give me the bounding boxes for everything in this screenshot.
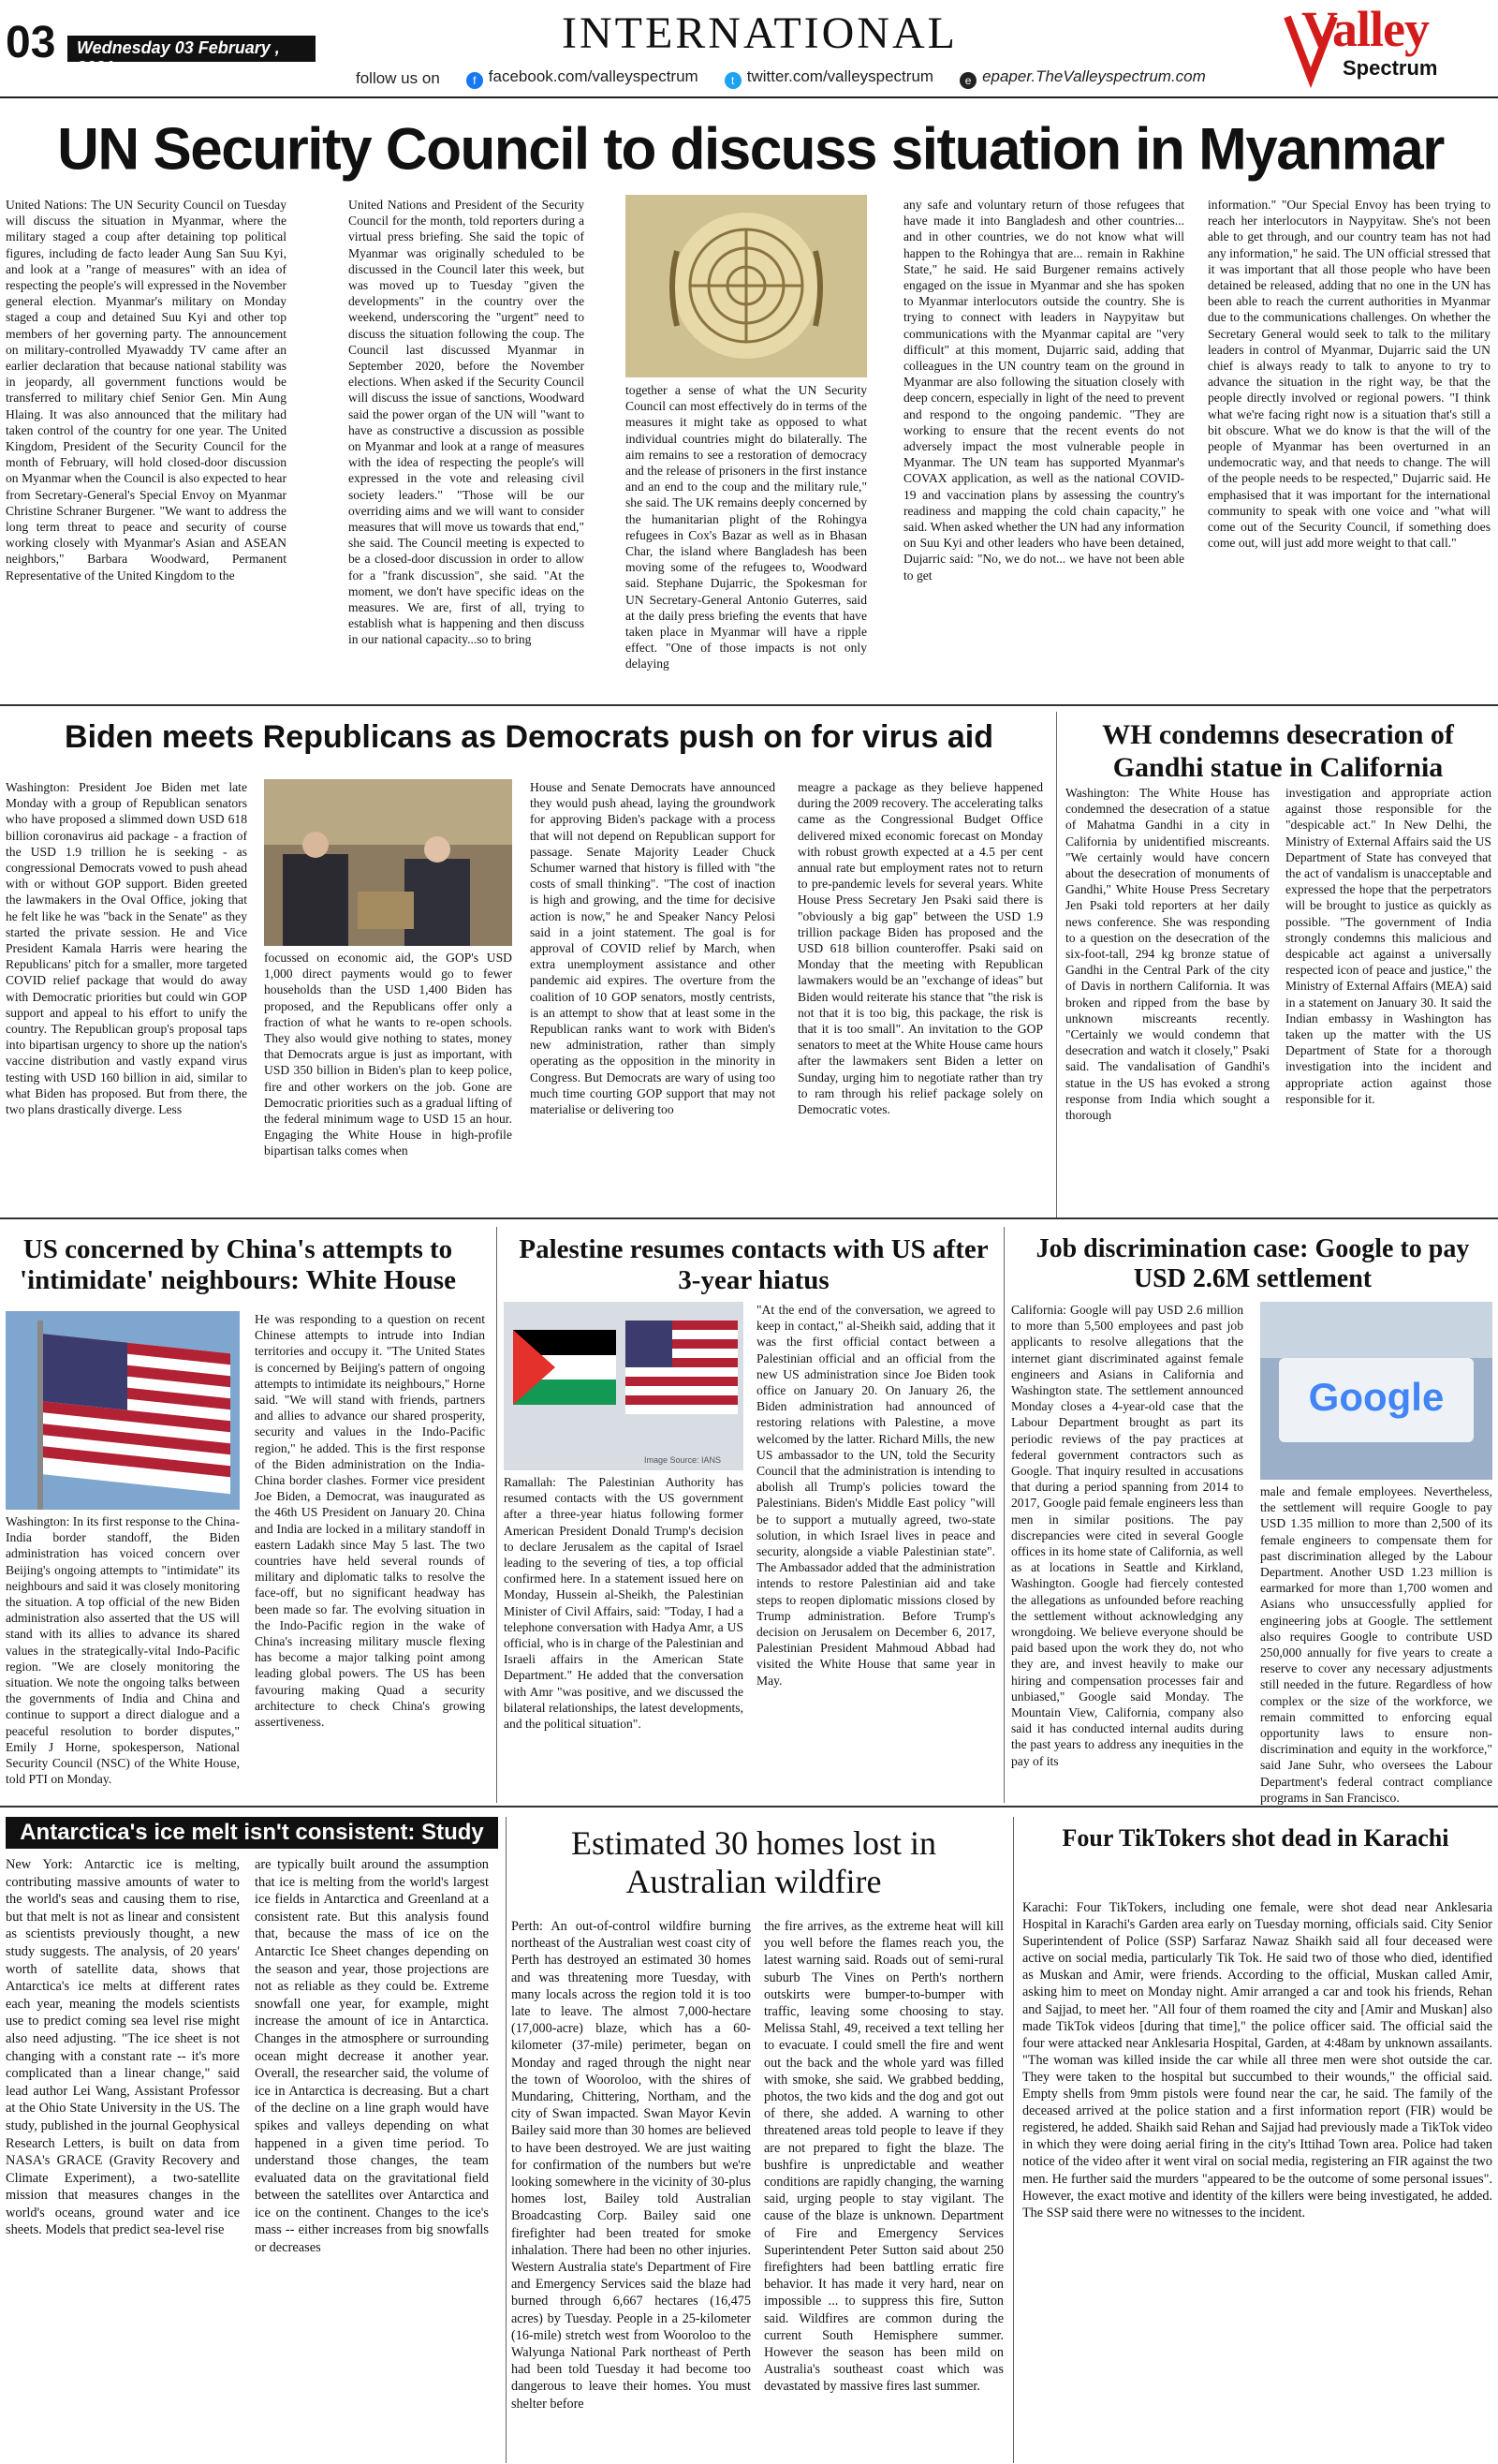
epaper-link[interactable]: e epaper.TheValleyspectrum.com [960, 67, 1206, 89]
palestine-headline: Palestine resumes contacts with US after 3-year hiatus [519, 1234, 989, 1296]
wildfire-headline: Estimated 30 homes lost in Australian wildfire [571, 1824, 936, 1901]
facebook-icon: f [466, 72, 483, 89]
google-column-1: California: Google will pay USD 2.6 million to more than 5,500 employees and past job applicants to resolve allegations that the internet giant discriminated against female engineers and Asians in California and Washington state. The settlement announced Monday closes a 4-year-old case that the Labour Department brought as part its periodic reviews of the pay practices at federal government contractors such as Google. That inquiry resulted in accusations that during a period spanning from 2014 to 2017, Google paid female engineers less than men in similar positions. The pay discrepancies were cited in several Google offices in its home state of California, as well as at locations in Seattle and Kirkland, Washington. Google had fiercely contested the allegations as unfounded before reaching the settlement without acknowledging any wrongdoing. We believe everyone should be paid based upon the work they do, not who they are, and invest heavily to make our hiring and compensation processes fair and unbiased," Google said Monday. The Mountain View, California, company also said it has conducted internal audits during the past years to address any inequities in the pay of its [1011, 1303, 1243, 1768]
divider [0, 1806, 1498, 1807]
un-column-2: United Nations and President of the Security Council for the month, told reporters during a virtual press briefing. She said the topic of Myanmar was originally scheduled to be discussed in the Council later this week, but was moved up to Tuesday "given the developments" in the country over the weekend, underscoring the "urgent" need to discuss the situation following the coup. The Council last discussed Myanmar in September 2020, before the November elections. When asked if the Security Council will discuss the issue of sanctions, Woodward said the power organ of the UN will "want to have as constructive a discussion as possible on Myanmar and look at a range of measures with the idea of respecting the people's will expressed in the vote and releasing civil society leaders." "Those will be our overriding aims and we will want to consider measures that will move us towards that end," she said. The Council meeting is expected to be a closed-door discussion in order to allow for a "frank discussion", she said. "At the moment, we don't have specific ideas on the measures. We are, first of all, trying to establish what is happening and then discuss in our national capacity...so to bring [348, 198, 584, 647]
biden-column-3: House and Senate Democrats have announced they would push ahead, laying the groundwork for approving Biden's package with a process that will not depend on Republican support for passage. Senate Majority Leader Chuck Schumer warned that history is filled with "the costs of small thinking". "The cost of inaction is high and growing, and the time for decisive action is now," he and Speaker Nancy Pelosi said in a joint statement. The goal is for approval of COVID relief by March, when extra unemployment assistance and other pandemic aid expires. The overture from the coalition of 10 GOP senators, mostly centrists, is an attempt to show that at least some in the Republican ranks want to work with Biden's new administration, rather than simply operating as the opposition in the minority in Congress. But Democrats are wary of using too much time courting GOP support that may not materialise or delivering too [530, 780, 775, 1117]
social-links [356, 67, 1206, 89]
antarctica-column-1: New York: Antarctic ice is melting, contributing massive amounts of water to the world's seas and causing them to rise, but that melt is not as linear and consistent as scientists previously thought, a new study suggests. The analysis, of 20 years' worth of satellite data, shows that Antarctica's ice melts at different rates each year, meaning the models scientists use to predict coming sea level rise might also need adjusting. "The ice sheet is not changing with a constant rate -- it's more complicated than a linear change," said lead author Lei Wang, Assistant Professor at the Ohio State University in the US. The study, published in the journal Geophysical Research Letters, is built on data from NASA's GRACE (Gravity Recovery and Climate Experiment), a two-satellite mission that measures changes in the world's oceans, ground water and ice sheets. Models that predict sea-level rise [6, 1857, 240, 2238]
un-emblem-photo [625, 195, 867, 377]
antarctica-column-2: are typically built around the assumption that ice is melting from the world's largest ice fields in Antarctica and Greenland at a consistent rate. But this analysis found that, because the mass of ice on the Antarctic Ice Sheet changes depending on the season and year, those projections are not as reliable as they could be. Extreme snowfall one year, for example, might increase the amount of ice in Antarctica. Changes in the atmosphere or surrounding ocean might decrease it another year. Overall, the researcher said, the volume of ice in Antarctica is decreasing. But a chart of the decline on a line graph would have spikes and valleys depending on what happened in a given time period. To understand those changes, the team evaluated data on the gravitational field between the satellites over Antarctica and ice on the continent. Changes to the ice's mass -- either increases from big snowfalls or decreases [255, 1857, 489, 2256]
twitter-icon: t [725, 72, 742, 89]
tiktok-headline: Four TikTokers shot dead in Karachi [1062, 1824, 1449, 1852]
google-logo-text: Google [1308, 1375, 1445, 1419]
oval-office-photo-icon [264, 779, 512, 946]
divider [1004, 1227, 1005, 1803]
facebook-link[interactable]: f facebook.com/valleyspectrum [466, 67, 698, 89]
section-title: INTERNATIONAL [562, 8, 958, 58]
us-flag-icon [6, 1311, 240, 1510]
flags-photo [504, 1302, 743, 1470]
biden-column-2: focussed on economic aid, the GOP's USD 1,000 direct payments would go to fewer households than the USD 1,400 Biden has proposed, and the Republicans offer only a fraction of what he wants to re-open schools. They also would give nothing to states, money that Democrats argue is just as important, with USD 350 billion in Biden's plan to keep police, fire and other workers on the job. Gone are Democratic priorities such as a gradual lifting of the federal minimum wage to USD 15 an hour. Engaging the White House in high-profile bipartisan talks comes when [264, 951, 512, 1158]
divider [496, 1227, 497, 1803]
biden-photo [264, 779, 512, 946]
un-headline: UN Security Council to discuss situation in Myanmar [57, 116, 1444, 183]
wildfire-column-1: Perth: An out-of-control wildfire burning northeast of the Australian west coast city of Perth has destroyed an estimated 30 homes and was threatening more Tuesday, with many locals across the region told it is too late to leave. The almost 7,000-hectare (17,000-acre) blaze, which has a 60-kilometer (37-mile) perimeter, began on Monday and raged through the night near the town of Wooroloo, with the shires of Mundaring, Chittering, Northam, and the city of Swan impacted. Swan Mayor Kevin Bailey said more than 30 homes are believed to have been destroyed. We are just waiting for confirmation of the numbers but we're looking somewhere in the vicinity of 30-plus homes lost, Bailey told Australian Broadcasting Corp. Bailey said one firefighter had been treated for smoke inhalation. There had been no other injuries. Western Australia state's Department of Fire and Emergency Services said the blaze had burned through 6,667 hectares (16,475 acres) by Tuesday. People in a 25-kilometer (16-mile) stretch west from Wooroloo to the Walyunga National Park northeast of Perth had been told Tuesday it had become too dangerous to leave their homes. You must shelter before [511, 1919, 751, 2412]
divider [0, 704, 1498, 706]
antarctica-headline: Antarctica's ice melt isn't consistent: Study [6, 1817, 498, 1849]
china-column-1: Washington: In its first response to the China-India border standoff, the Biden administration has voiced concern over Beijing's ongoing attempts to "intimidate" its neighbours and said it was closely monitoring the situation. A top official of the new Biden administration also asserted that the US will stand with its allies to advance its shared values in the strategically-vital Indo-Pacific region. "We are closely monitoring the situation. We note the ongoing talks between the governments of India and China and continue to support a direct dialogue and a peaceful resolution to border disputes," Emily J Horne, spokesperson, National Security Council (NSC) of the White House, told PTI on Monday. [6, 1514, 240, 1787]
twitter-link[interactable]: t twitter.com/valleyspectrum [725, 67, 933, 89]
gandhi-column-1: Washington: The White House has condemned the desecration of a statue of Mahatma Gandhi in a city in California by unidentified miscreants. "We certainly would have concern about the desecration of monuments of Gandhi," White House Press Secretary Jen Psaki told reporters at her daily news conference. She was responding to a question on the desecration of the six-foot-tall, 294 kg bronze statue of Gandhi in the Central Park of the city of Davis in northern California. It was broken and ripped from the base by unknown miscreants recently. "Certainly we would condemn that desecration and watch it closely," Psaki said. The vandalisation of Gandhi's statue in the US has evoked a strong response from India which sought a thorough [1065, 786, 1270, 1123]
un-column-1: United Nations: The UN Security Council on Tuesday will discuss the situation in Myanmar, where the military staged a coup after detaining top political figures, including de facto leader Aung San Suu Kyi, and look at a "range of measures" with an idea of respecting the people's will expressed in the November general election. Myanmar's military on Monday staged a coup and detained Suu Kyi and other top members of her governing party. The announcement on military-controlled Myawaddy TV came after an earlier declaration that because national stability was in jeopardy, all government functions would be transferred to military chief Senior Gen. Min Aung Hlaing. It was also announced that the military had taken control of the country for one year. The United Kingdom, President of the Security Council for the month of February, will hold closed-door discussion on Myanmar when the Council is also expected to hear from Secretary-General's Special Envoy on Myanmar Christine Schraner Burgener. "We want to address the long term threat to peace and security of course working closely with Myanmar's Asian and ASEAN neighbors," Barbara Woodward, Permanent Representative of the United Kingdom to the [6, 198, 286, 583]
divider [1013, 1817, 1014, 2463]
google-logo-photo [1260, 1302, 1492, 1480]
follow-label: follow us on [356, 68, 440, 87]
wildfire-column-2: the fire arrives, as the extreme heat will kill you well before the flames reach you, the latest warning said. Roads out of semi-rural suburb The Vines on Perth's northern outskirts were bumper-to-bumper with traffic, leaving some choosing to stay. Melissa Stahl, 49, received a text telling her to evacuate. I could smell the fire and went out the back and the whole yard was filled with smoke, she said. We grabbed bedding, photos, the two kids and the dog and got out of there, she added. A warning to other threatened areas told people to leave if they are not prepared to fight the blaze. The bushfire is unpredictable and weather conditions are rapidly changing, the warning said, urging people to stay vigilant. The cause of the blaze is unknown. Department of Fire and Emergency Services Superintendent Peter Sutton said about 250 firefighters had been battling erratic fire behavior. It has made it very hard, near on impossible ... to suppress this fire, Sutton said. Wildfires are common during the current South Hemisphere summer. However the season has been mild on Australia's southeast coast which was devastated by massive fires last summer. [764, 1919, 1004, 2395]
gandhi-headline: WH condemns desecration of Gandhi statue in California [1102, 719, 1454, 783]
un-column-5: information." "Our Special Envoy has been trying to reach her interlocutors in Naypyitaw. She's not been able to get through, and our country team has not had any information," he said. The UN official stressed that it was important that all those people who have been detained be released, adding that no one in the UN has been able to reach the current authorities in Myanmar due to the communications challenges. On whether the Secretary General would seek to talk to the military leaders in control of Myanmar, Dujarric said the UN chief is always ready to talk to anyone to try to advance the situation in the right way, be that the people directly involved or regional powers. "I think what we're facing right now is a situation that's still a bit obscure. What we do know is that the will of the people of Myanmar has been overturned in an undemocratic way, and that needs to change. The will of the people needs to be respected," Dujarric said. He emphasised that it was important for the international community to speak with one voice and "what will come out of the Security Council, if something does come out, will just add more weight to that call." [1208, 198, 1491, 551]
epaper-icon: e [960, 72, 977, 89]
palestine-column-1: Ramallah: The Palestinian Authority has resumed contacts with the US government after a three-year hiatus following former American President Donald Trump's decision to declare Jerusalem as the capital of Israel leading to the severing of ties, a top official confirmed here. In a statement issued here on Monday, Hussein al-Sheikh, the Palestinian Minister of Civil Affairs, said: "Today, I had a telephone conversation with Hadya Amr, a US official, who is in charge of the Palestinian and Israeli affairs in the American State Department." He added that the conversation with Amr "was positive, and we discussed the bilateral relationships, the latest developments, and the political situation". [504, 1475, 743, 1732]
tiktok-column-1: Karachi: Four TikTokers, including one female, were shot dead near Anklesaria Hospital in Karachi's Garden area early on Tuesday morning, officials said. City Senior Superintendent of Police (SSP) Sarfaraz Nawaz Shaikh said all four deceased were active on social media, particularly Tik Tok. He said two of those who died, identified as Muskan and Amir, were friends. According to the official, Muskan called Amir, asking him to meet on Monday night. Amir arranged a car and took his friends, Rehan and Sajjad, to meet her. "All four of them roamed the city and [Amir and Muskan] also made TikTok videos [during that time]," the police officer said. The official said the four were attacked near Anklesaria Hospital, Garden, at 4:48am by unknown assailants. "The woman was killed inside the car while all three men were shot outside the car. They were taken to the hospital but succumbed to their wounds," the official said. Empty shells from 9mm pistols were found near the car, he said. The family of the deceased arrived at the police station and a first information report (FIR) would be registered, he added. Shaikh said Rehan and Sajjad had previously made a TikTok video in which they were doing aerial firing in the city's Ittihad Town area. Police had taken notice of the video after it went viral on social media, registering an FIR against the two men. He further said the murders "appeared to be the outcome of some personal issues". However, the exact motive and identity of the killers were being investigated, he added. The SSP said there were no witnesses to the incident. [1022, 1900, 1492, 2221]
un-column-3: together a sense of what the UN Security Council can most effectively do in terms of the measures it might take as opposed to what individual countries might do bilaterally. The aim remains to see a restoration of democracy and the release of prisoners in the first instance and an end to the coup and the military rule," she said. The UK remains deeply concerned by the humanitarian plight of the Rohingya refugees in Cox's Bazar as well as in Bhasan Char, the island where Bangladesh has been moving some of the refugees to, Woodward said. Stephane Dujarric, the Spokesman for UN Secretary-General Antonio Guterres, said at the daily press briefing the events that have taken place in Myanmar will have a ripple effect. "One of those impacts is not only delaying [625, 383, 867, 671]
un-emblem-icon [625, 195, 867, 377]
china-headline: US concerned by China's attempts to 'intimidate' neighbours: White House [20, 1234, 456, 1296]
masthead [0, 0, 1498, 98]
palestine-column-2: "At the end of the conversation, we agreed to keep in contact," al-Sheikh said, adding that it was the first official contact between a Palestinian official and an official from the new US administration since Joe Biden took office on January 20. On January 26, the Biden administration had announced of restoring relations with Palestine, a move welcomed by the latter. Richard Mills, the new US ambassador to the UN, told the Security Council that the administration is intending to abolish all Trump's policies toward the Palestinians. Biden's Middle East policy "will be to support a mutually agreed, two-state solution, in which Israel lives in peace and security, alongside a viable Palestinian state". The Ambassador added that the administration intends to restore Palestinian aid and take steps to reopen diplomatic missions closed by Trump administration. Before Trump's decision on Jerusalem on December 6, 2017, Palestinian President Mahmoud Abbad had visited the White House that same year in May. [756, 1303, 995, 1688]
google-headline: Job discrimination case: Google to pay USD 2.6M settlement [1035, 1234, 1470, 1294]
divider [0, 1217, 1498, 1219]
china-column-2: He was responding to a question on recent Chinese attempts to intrude into Indian territories and occupy it. "The United States is concerned by Beijing's pattern of ongoing attempts to intimidate its neighbours," Horne said. "We will stand with friends, partners and allies to advance our shared prosperity, security and values in the Indo-Pacific region," he added. This is the first response of the Biden administration on the India-China border clashes. Former vice president Joe Biden, a Democrat, was inaugurated as the 46th US President on January 20. China and India are locked in a military standoff in eastern Ladakh since May 5 last. The two countries have held several rounds of military and diplomatic talks to resolve the face-off, but no significant headway has been made so far. The evolving situation in the Indo-Pacific region in the wake of China's increasing military muscle flexing has become a major talking point among leading global powers. The US has been favouring making Quad a security architecture to check China's growing assertiveness. [255, 1312, 485, 1730]
biden-headline: Biden meets Republicans as Democrats push on for virus aid [65, 719, 993, 755]
biden-column-4: meagre a package as they believe happened during the 2009 recovery. The accelerating talks came as the Congressional Budget Office delivered mixed economic forecast on Monday with robust growth expected at a 4.5 per cent annual rate but employment rates not to return to pre-pandemic levels for several years. White House Press Secretary Jen Psaki said there is "obviously a big gap" between the USD 1.9 trillion package Biden has proposed and the USD 618 billion counteroffer. Psaki said on Monday that the meeting with Republican lawmakers would be an "exchange of ideas" but Biden would reiterate his stance that "the risk is not that it is too big, this package, the risk is that it is too small". An invitation to the GOP senators to meet at the White House came hours after the lawmakers sent Biden a letter on Sunday, urging him to negotiate rather than try to ram through his relief package solely on Democratic votes. [798, 780, 1043, 1117]
valley-spectrum-logo: Valley Spectrum [1283, 4, 1489, 88]
page-number: 03 [6, 18, 56, 67]
un-column-4: any safe and voluntary return of those refugees that have made it into Bangladesh and other countries... and in other countries, we do not know what will happen to the Rohingya that are... remain in Rakhine State," he said. He said Burgener remains actively engaged on the issue in Myanmar and she has spoken to Myanmar interlocutors outside the country. She is trying to connect with leaders in Naypyitaw but communications with the Myanmar capital are "very difficult" at this moment, Dujarric said, adding that colleagues in the UN country team on the ground in Myanmar are also following the situation closely with deep concern, especially in light of the need to prevent and respond to the ongoing pandemic. "They are working to ensure that the recent events do not adversely impact the most vulnerable people in Myanmar. The UN team has supported Myanmar's COVAX application, as well as the national COVID-19 and vaccination plans by assessing the country's readiness and mapping the cold chain capacity," he said. When asked whether the UN had any information on Suu Kyi and other leaders who have been detained, Dujarric said: "No, we do not... we have not been able to get [903, 198, 1184, 583]
us-flag-photo [6, 1311, 240, 1510]
photo-credit: Image Source: IANS [644, 1455, 722, 1465]
divider [1056, 712, 1057, 1217]
gandhi-column-2: investigation and appropriate action against those responsible for the "despicable act." In New Delhi, the Ministry of External Affairs said the US Department of State has conveyed that the act of vandalism is unacceptable and expressed the hope that the perpetrators will be brought to justice as quickly as possible. "The government of India strongly condemns this malicious and despicable act against a universally respected icon of peace and justice," the Ministry of External Affairs (MEA) said in a statement on January 30. It said the Indian embassy in Washington has taken up the matter with the US Department of State for a thorough investigation into the incident and appropriate action against those responsible for it. [1285, 786, 1491, 1106]
divider [506, 1817, 507, 2463]
biden-column-1: Washington: President Joe Biden met late Monday with a group of Republican senators who have proposed a slimmed down USD 618 billion coronavirus aid package - a fraction of the USD 1.9 trillion he is seeking - as congressional Democrats vowed to push ahead with or without GOP support. Biden greeted the lawmakers in the Oval Office, joking that he felt like he was "back in the Senate" as they started the private session. He and Vice President Kamala Harris were hearing the Republicans' pitch for a smaller, more targeted COVID relief package that would do away with Democratic priorities but could win GOP support and appeal to his effort to unify the country. The Republican group's proposal taps into bipartisan urgency to shore up the nation's vaccine distribution and vastly expand virus testing with USD 160 billion in aid, similar to what Biden has proposed. But from there, the two plans drastically diverge. Less [6, 780, 247, 1117]
palestine-us-flags-icon [504, 1302, 743, 1470]
date-bar: Wednesday 03 February , 2021 [67, 36, 316, 62]
google-column-2: male and female employees. Nevertheless, the settlement will require Google to pay USD 1.35 million to more than 2,500 of its female engineers to compensate them for past discrimination alleged by the Labour Department. Another USD 1.23 million is earmarked for more than 1,700 women and Asians who unsuccessfully applied for engineering jobs at Google. The settlement also requires Google to contribute USD 250,000 annually for five years to create a reserve to cover any necessary adjustments still needed in the future. Regardless of how complex or the size of the workforce, we remain committed to enforcing equal opportunity laws to ensure non-discrimination and equity in the workforce," said Jane Suhr, who oversees the Labour Department's federal contract compliance programs in San Francisco. [1260, 1484, 1492, 1805]
